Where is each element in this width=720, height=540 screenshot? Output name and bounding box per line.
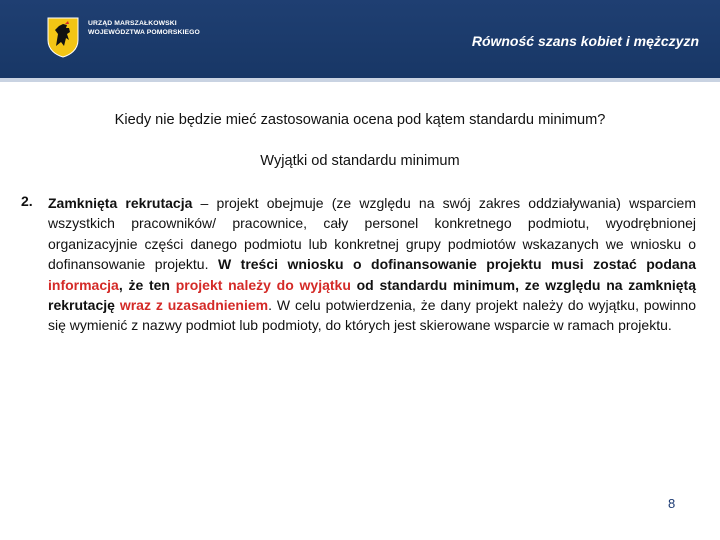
header-divider xyxy=(0,78,720,82)
org-name xyxy=(88,20,200,37)
list-item-text xyxy=(48,193,696,336)
text-segment: – projekt obejmuje (ze względu na swój zakres oddziaływania) wsparciem wszystkich pracowników/ pracownice, cały personel konkretnego podmiotu, wyodrębnionej organizacyjnie części danego podmiotu lub konkretnej grupy podmiotów wskazanych we wniosku o dofinansowanie projektu. xyxy=(48,195,696,273)
subheading: Wyjątki od standardu minimum xyxy=(260,153,460,169)
header-bar xyxy=(0,0,720,78)
text-segment-bold: od standardu minimum, ze względu na zamkniętą rekrutację xyxy=(48,276,696,314)
highlight-project-exception: projekt należy do wyjątku xyxy=(175,276,351,293)
page-number: 8 xyxy=(668,496,676,511)
list-item-number: 2. xyxy=(21,193,33,209)
highlight-justification: wraz z uzasadnieniem xyxy=(119,297,269,314)
org-name-line1: URZĄD MARSZAŁKOWSKI xyxy=(88,20,177,27)
page-title: Równość szans kobiet i mężczyzn xyxy=(471,33,699,49)
question-heading: Kiedy nie będzie mieć zastosowania ocena pod kątem standardu minimum? xyxy=(114,112,606,128)
text-segment-bold: , że ten xyxy=(118,276,176,293)
text-segment: . W celu potwierdzenia, że dany projekt należy do wyjątku, powinno się wymienić z nazwy podmiot lub podmioty, do których jest skierowane wsparcie w ramach projektu. xyxy=(48,297,696,334)
highlight-information: informacja xyxy=(48,276,119,293)
text-segment-bold: W treści wniosku o dofinansowanie projektu musi zostać podana xyxy=(217,256,696,273)
org-name-line2: WOJEWÓDZTWA POMORSKIEGO xyxy=(88,28,200,36)
term-closed-recruitment: Zamknięta rekrutacja xyxy=(48,195,193,211)
list-item xyxy=(21,193,696,336)
griffin-coat-of-arms-icon xyxy=(46,16,80,58)
